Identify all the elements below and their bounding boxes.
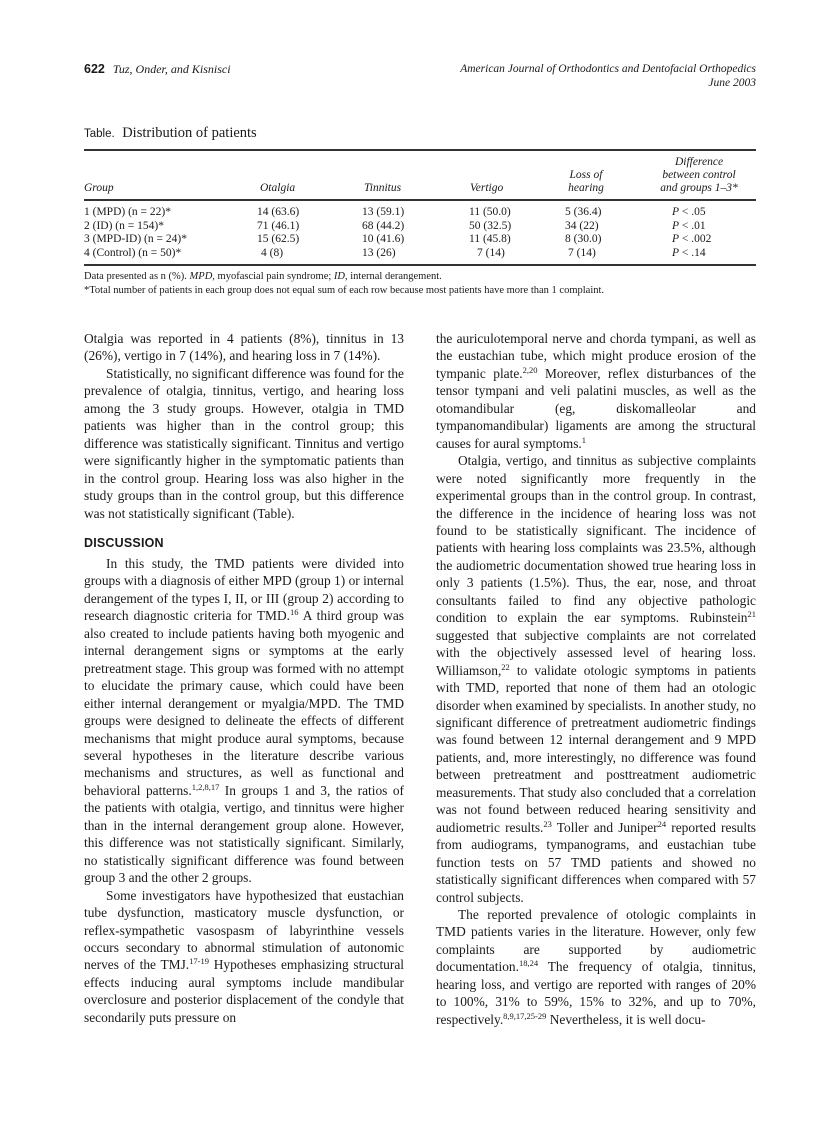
cell-otalgia: 71 (46.1) [257, 219, 300, 232]
cell-group: 4 (Control) (n = 50)* [84, 246, 182, 259]
table-label: Table. [84, 128, 115, 140]
text-run: A third group was also created to include patients having both myogenic and internal derangement signs or symptoms at the early pretreatment stage. This group was formed with no attempt to elucidate the primary cause, which could have been either internal derangement or myalgia/MPD. The TMD groups were designed to delineate the effects of different mechanisms that might produce aural symptoms, because several hypotheses in the literature describe various mechanisms and structures, as well as functional and behavioral patterns. [84, 608, 404, 798]
footnote-text: , internal derangement. [345, 271, 442, 282]
text-run: Toller and Juniper [551, 819, 658, 835]
p-label: P [672, 206, 680, 218]
cell-vertigo: 11 (45.8) [469, 233, 511, 245]
table-header-rule [84, 199, 756, 201]
citation: 21 [747, 609, 756, 620]
abbrev-mpd: MPD [189, 271, 213, 282]
p-value: < .01 [679, 219, 706, 232]
text-run: The frequency of otalgia, tinnitus, hearing loss, and vertigo are reported with ranges of 20% to 100%, 31% to 59%, 15% to 32%, and up to 70%, respectively. [436, 959, 756, 1027]
paragraph [436, 906, 756, 1028]
column-header-diff-line3: and groups 1–3* [660, 182, 738, 194]
text-run: In this study, the TMD patients were divided into groups with a diagnosis of either MPD (group 1) or internal derangement of the types I, II, or III (group 2) according to research diagnostic criteria for TMD. [84, 555, 404, 624]
cell-tinnitus: 68 (44.2) [362, 219, 405, 232]
column-header-group: Group [84, 182, 114, 194]
table-footnote-asterisk: *Total number of patients in each group does not equal sum of each row because most patients have more than 1 complaint. [84, 285, 605, 296]
text-run: The reported prevalence of otologic complaints in TMD patients varies in the literature. However, only few complaints are supported by audiometric documentation. [436, 906, 756, 975]
citation: 23 [543, 818, 552, 829]
cell-difference [672, 233, 711, 247]
citation: 1,2,8,17 [191, 781, 220, 792]
issue-date: June 2003 [708, 77, 756, 89]
column-header-tinnitus: Tinnitus [364, 182, 402, 194]
citation: 18,24 [518, 958, 539, 969]
page-number: 622 [84, 62, 105, 76]
p-value: < .14 [679, 246, 706, 259]
text-run: Hypotheses emphasizing structural effects inducing aural symptoms include mandibular overclosure and posterior displacement of the condyle that secondarily puts pressure on [84, 957, 404, 1025]
running-head-left [84, 62, 231, 77]
citation: 2,20 [522, 364, 538, 375]
column-header-vertigo: Vertigo [470, 182, 504, 194]
column-header-diff-line1: Difference [674, 156, 724, 168]
paragraph: Statistically, no significant difference was found for the prevalence of otalgia, tinnitus, vertigo, and hearing loss among the 3 study groups. However, otalgia in TMD patients was higher than in the control group; this difference was statistically significant. Tinnitus and vertigo were significantly higher in the symptomatic patients than in the control group. Hearing loss was also higher in the study groups than in the control group, but this difference was not statistically significant (Table). [84, 365, 404, 521]
cell-hearing: 7 (14) [568, 246, 596, 259]
p-label: P [672, 219, 680, 232]
p-label: P [672, 233, 680, 245]
footnote-text: Data presented as n (%). [84, 271, 190, 282]
citation: 22 [501, 661, 510, 672]
text-run: to validate otologic symptoms in patients with TMD, reported that none of them had an otologic disorder when examined by specialists. In another study, no significant difference of pretreatment audiometric findings was found between 12 internal derangement and 9 MPD patients, and, more interestingly, no difference was found between pretreatment and posttreatment audiometric measurements. That study also concluded that a correlation was not found between reduced hearing sensitivity and audiometric results. [436, 662, 756, 835]
citation: 17-19 [189, 956, 209, 967]
cell-tinnitus: 13 (59.1) [362, 206, 405, 218]
p-value: < .002 [679, 233, 712, 245]
column-header-difference [644, 156, 754, 195]
citation: 16 [289, 607, 299, 618]
cell-otalgia: 14 (63.6) [257, 206, 300, 218]
cell-hearing: 8 (30.0) [565, 233, 602, 245]
cell-otalgia: 15 (62.5) [257, 233, 300, 245]
paragraph [84, 555, 404, 887]
cell-otalgia: 4 (8) [261, 246, 284, 259]
text-run: reported results from audiograms, tympanograms, and eustachian tube function tests on 57 TMD patients and showed no statistically significant differences when compared with 57 control subjects. [436, 819, 756, 905]
paragraph [436, 330, 756, 452]
text-run: In groups 1 and 3, the ratios of the patients with otalgia, vertigo, and tinnitus were higher than in the internal derangement group alone. However, this difference was not statistically significant. Similarly, no statistically significant difference was found between group 3 and the other 2 groups. [84, 782, 404, 886]
paragraph [436, 452, 756, 906]
table-row [84, 247, 756, 261]
abbrev-id: ID [333, 271, 345, 282]
table-title: Distribution of patients [122, 125, 257, 141]
cell-difference [672, 206, 706, 220]
column-header-loss-of-hearing [566, 169, 606, 195]
table-row [84, 206, 756, 220]
cell-hearing: 5 (36.4) [565, 206, 602, 218]
footnote-text: , myofascial pain syndrome; [212, 271, 334, 282]
table-row [84, 220, 756, 234]
text-run: Some investigators have hypothesized that eustachian tube dysfunction, masticatory muscle dysfunction, or reflex-sympathetic vasospasm of labyrinthine vessels occurs secondary to abnormal stimulation of autonomic nerves of the TMJ. [84, 887, 404, 973]
table-caption [84, 125, 257, 142]
text-run: Moreover, reflex disturbances of the tensor tympani and veli palatini muscles, as well as the otomandibular (eg, diskomalleolar and tympanomandibular) ligaments are among the structural causes for aural symptoms. [436, 365, 756, 451]
cell-group: 1 (MPD) (n = 22)* [84, 206, 171, 218]
text-run: the auriculotemporal nerve and chorda tympani, as well as the eustachian tube, which might produce erosion of the tympanic plate. [436, 331, 756, 381]
paragraph [84, 887, 404, 1027]
citation: 24 [657, 818, 667, 829]
text-run: suggested that subjective complaints are not correlated with the objectively assessed level of hearing loss. Williamson, [436, 627, 756, 678]
cell-vertigo: 11 (50.0) [469, 206, 511, 218]
p-value: < .05 [679, 206, 706, 218]
body-column-left [84, 330, 404, 1026]
table-footnote-abbreviations [84, 270, 756, 284]
journal-name: American Journal of Orthodontics and Dentofacial Orthopedics [460, 63, 756, 75]
paragraph: Otalgia was reported in 4 patients (8%), tinnitus in 13 (26%), vertigo in 7 (14%), and hearing loss in 7 (14%). [84, 331, 404, 364]
text-run: Nevertheless, it is well docu- [546, 1011, 706, 1027]
cell-hearing: 34 (22) [565, 219, 599, 232]
table-top-rule [84, 149, 756, 151]
cell-tinnitus: 10 (41.6) [362, 233, 405, 245]
table-row [84, 233, 756, 247]
cell-difference [672, 247, 706, 261]
column-header-hearing-line1: Loss of [569, 169, 603, 181]
cell-vertigo: 50 (32.5) [469, 219, 512, 232]
column-header-diff-line2: between control [662, 169, 736, 181]
p-label: P [672, 246, 680, 259]
column-header-hearing-line2: hearing [568, 182, 604, 194]
running-head-right [460, 62, 756, 90]
cell-group: 2 (ID) (n = 154)* [84, 219, 164, 232]
table-footnotes [84, 270, 756, 298]
table-bottom-rule [84, 264, 756, 266]
cell-difference [672, 220, 706, 234]
cell-group: 3 (MPD-ID) (n = 24)* [84, 233, 187, 245]
section-heading-discussion: DISCUSSION [84, 535, 164, 550]
body-column-right [436, 330, 756, 1028]
cell-tinnitus: 13 (26) [362, 246, 396, 259]
citation: 1 [581, 434, 587, 445]
running-head-authors: Tuz, Onder, and Kisnisci [112, 62, 231, 76]
text-run: Otalgia, vertigo, and tinnitus as subjective complaints were noted significantly more frequently in the experimental groups than in the control group. In contrast, the difference in the incidence of hearing loss was not found to be statistically significant. The incidence of patients with hearing loss complaints was 23.5%, although the audiometric documentation showed true hearing loss in only 3 patients (1.5%). Thus, the ear, nose, and throat consultants failed to find any objective pathologic condition to explain the ear symptoms. Rubinstein [436, 453, 756, 626]
column-header-otalgia: Otalgia [260, 182, 296, 194]
table-header [84, 155, 756, 197]
citation: 8,9,17,25-29 [503, 1010, 547, 1021]
cell-vertigo: 7 (14) [477, 246, 505, 259]
table-body [84, 206, 756, 260]
